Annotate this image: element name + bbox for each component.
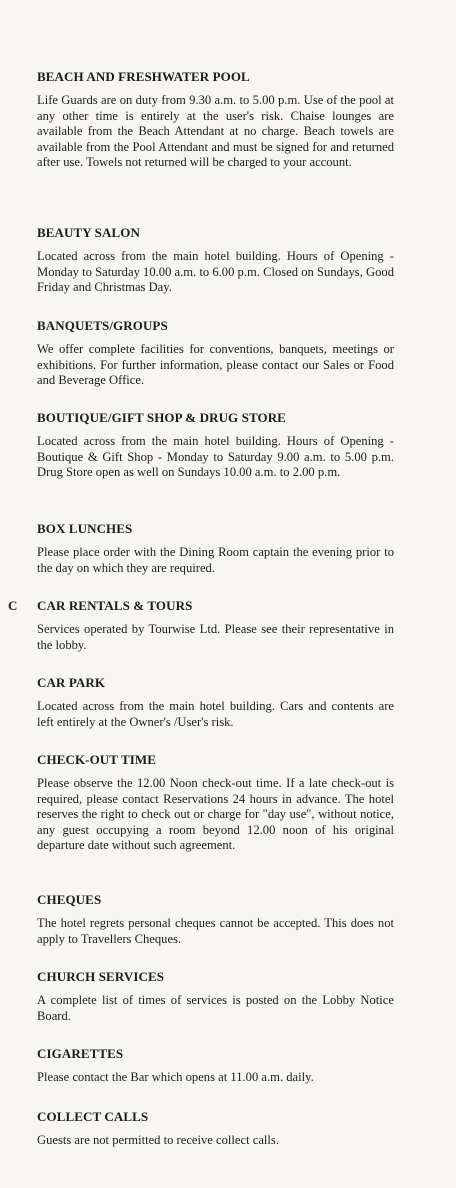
section-body: Guests are not permitted to receive collect calls. <box>37 1133 279 1147</box>
section-body: Located across from the main hotel building. Hours of Opening - Monday to Saturday 10.00 a.m. to 6.00 p.m. Closed on Sundays, Good Friday and Christmas Day. <box>37 249 394 294</box>
section-box-lunches <box>37 521 394 576</box>
section-car-rentals-tours <box>37 598 394 653</box>
section-church-services <box>37 969 394 1024</box>
section-heading: BANQUETS/GROUPS <box>37 318 168 333</box>
section-heading: COLLECT CALLS <box>37 1109 149 1124</box>
section-body: A complete list of times of services is posted on the Lobby Notice Board. <box>37 993 394 1023</box>
section-cheques <box>37 892 394 947</box>
section-body: Located across from the main hotel building. Cars and contents are left entirely at the Owner's /User's risk. <box>37 699 394 729</box>
section-heading: BEACH AND FRESHWATER POOL <box>37 69 250 84</box>
section-banquets-groups <box>37 318 394 389</box>
section-car-park <box>37 675 394 730</box>
section-heading: CAR RENTALS & TOURS <box>37 598 193 613</box>
section-beauty-salon <box>37 225 394 296</box>
section-body: Located across from the main hotel building. Hours of Opening - Boutique & Gift Shop - Monday to Saturday 9.00 a.m. to 5.00 p.m. Drug Store open as well on Sundays 10.00 a.m. to 2.00 p.m. <box>37 434 394 479</box>
section-heading: CHURCH SERVICES <box>37 969 165 984</box>
section-body: The hotel regrets personal cheques cannot be accepted. This does not apply to Travellers Cheques. <box>37 916 394 946</box>
section-body: Please contact the Bar which opens at 11.00 a.m. daily. <box>37 1070 314 1084</box>
section-collect-calls <box>37 1109 394 1149</box>
section-heading: BEAUTY SALON <box>37 225 140 240</box>
section-heading: BOUTIQUE/GIFT SHOP & DRUG STORE <box>37 410 286 425</box>
section-body: Please observe the 12.00 Noon check-out time. If a late check-out is required, please contact Reservations 24 hours in advance. The hotel reserves the right to check out or charge for "day use", without notice, any guest occupying a room beyond 12.00 noon of his original departure date without such agreement. <box>37 776 394 852</box>
section-heading: CHECK-OUT TIME <box>37 752 157 767</box>
section-beach-pool <box>37 69 394 171</box>
section-heading: BOX LUNCHES <box>37 521 133 536</box>
section-letter-marker: C <box>8 598 18 613</box>
section-heading: CIGARETTES <box>37 1046 124 1061</box>
section-body: Life Guards are on duty from 9.30 a.m. to 5.00 p.m. Use of the pool at any other time is entirely at the user's risk. Chaise lounges are available from the Beach Attendant at no charge. Beach towels are available from the Pool Attendant and must be signed for and returned after use. Towels not returned will be charged to your account. <box>37 93 394 169</box>
section-boutique-drug-store <box>37 410 394 481</box>
section-check-out-time <box>37 752 394 854</box>
section-body: We offer complete facilities for conventions, banquets, meetings or exhibitions. For further information, please contact our Sales or Food and Beverage Office. <box>37 342 394 387</box>
section-heading: CHEQUES <box>37 892 102 907</box>
section-cigarettes <box>37 1046 394 1086</box>
section-body: Services operated by Tourwise Ltd. Please see their representative in the lobby. <box>37 622 394 652</box>
section-body: Please place order with the Dining Room captain the evening prior to the day on which they are required. <box>37 545 394 575</box>
section-heading: CAR PARK <box>37 675 106 690</box>
